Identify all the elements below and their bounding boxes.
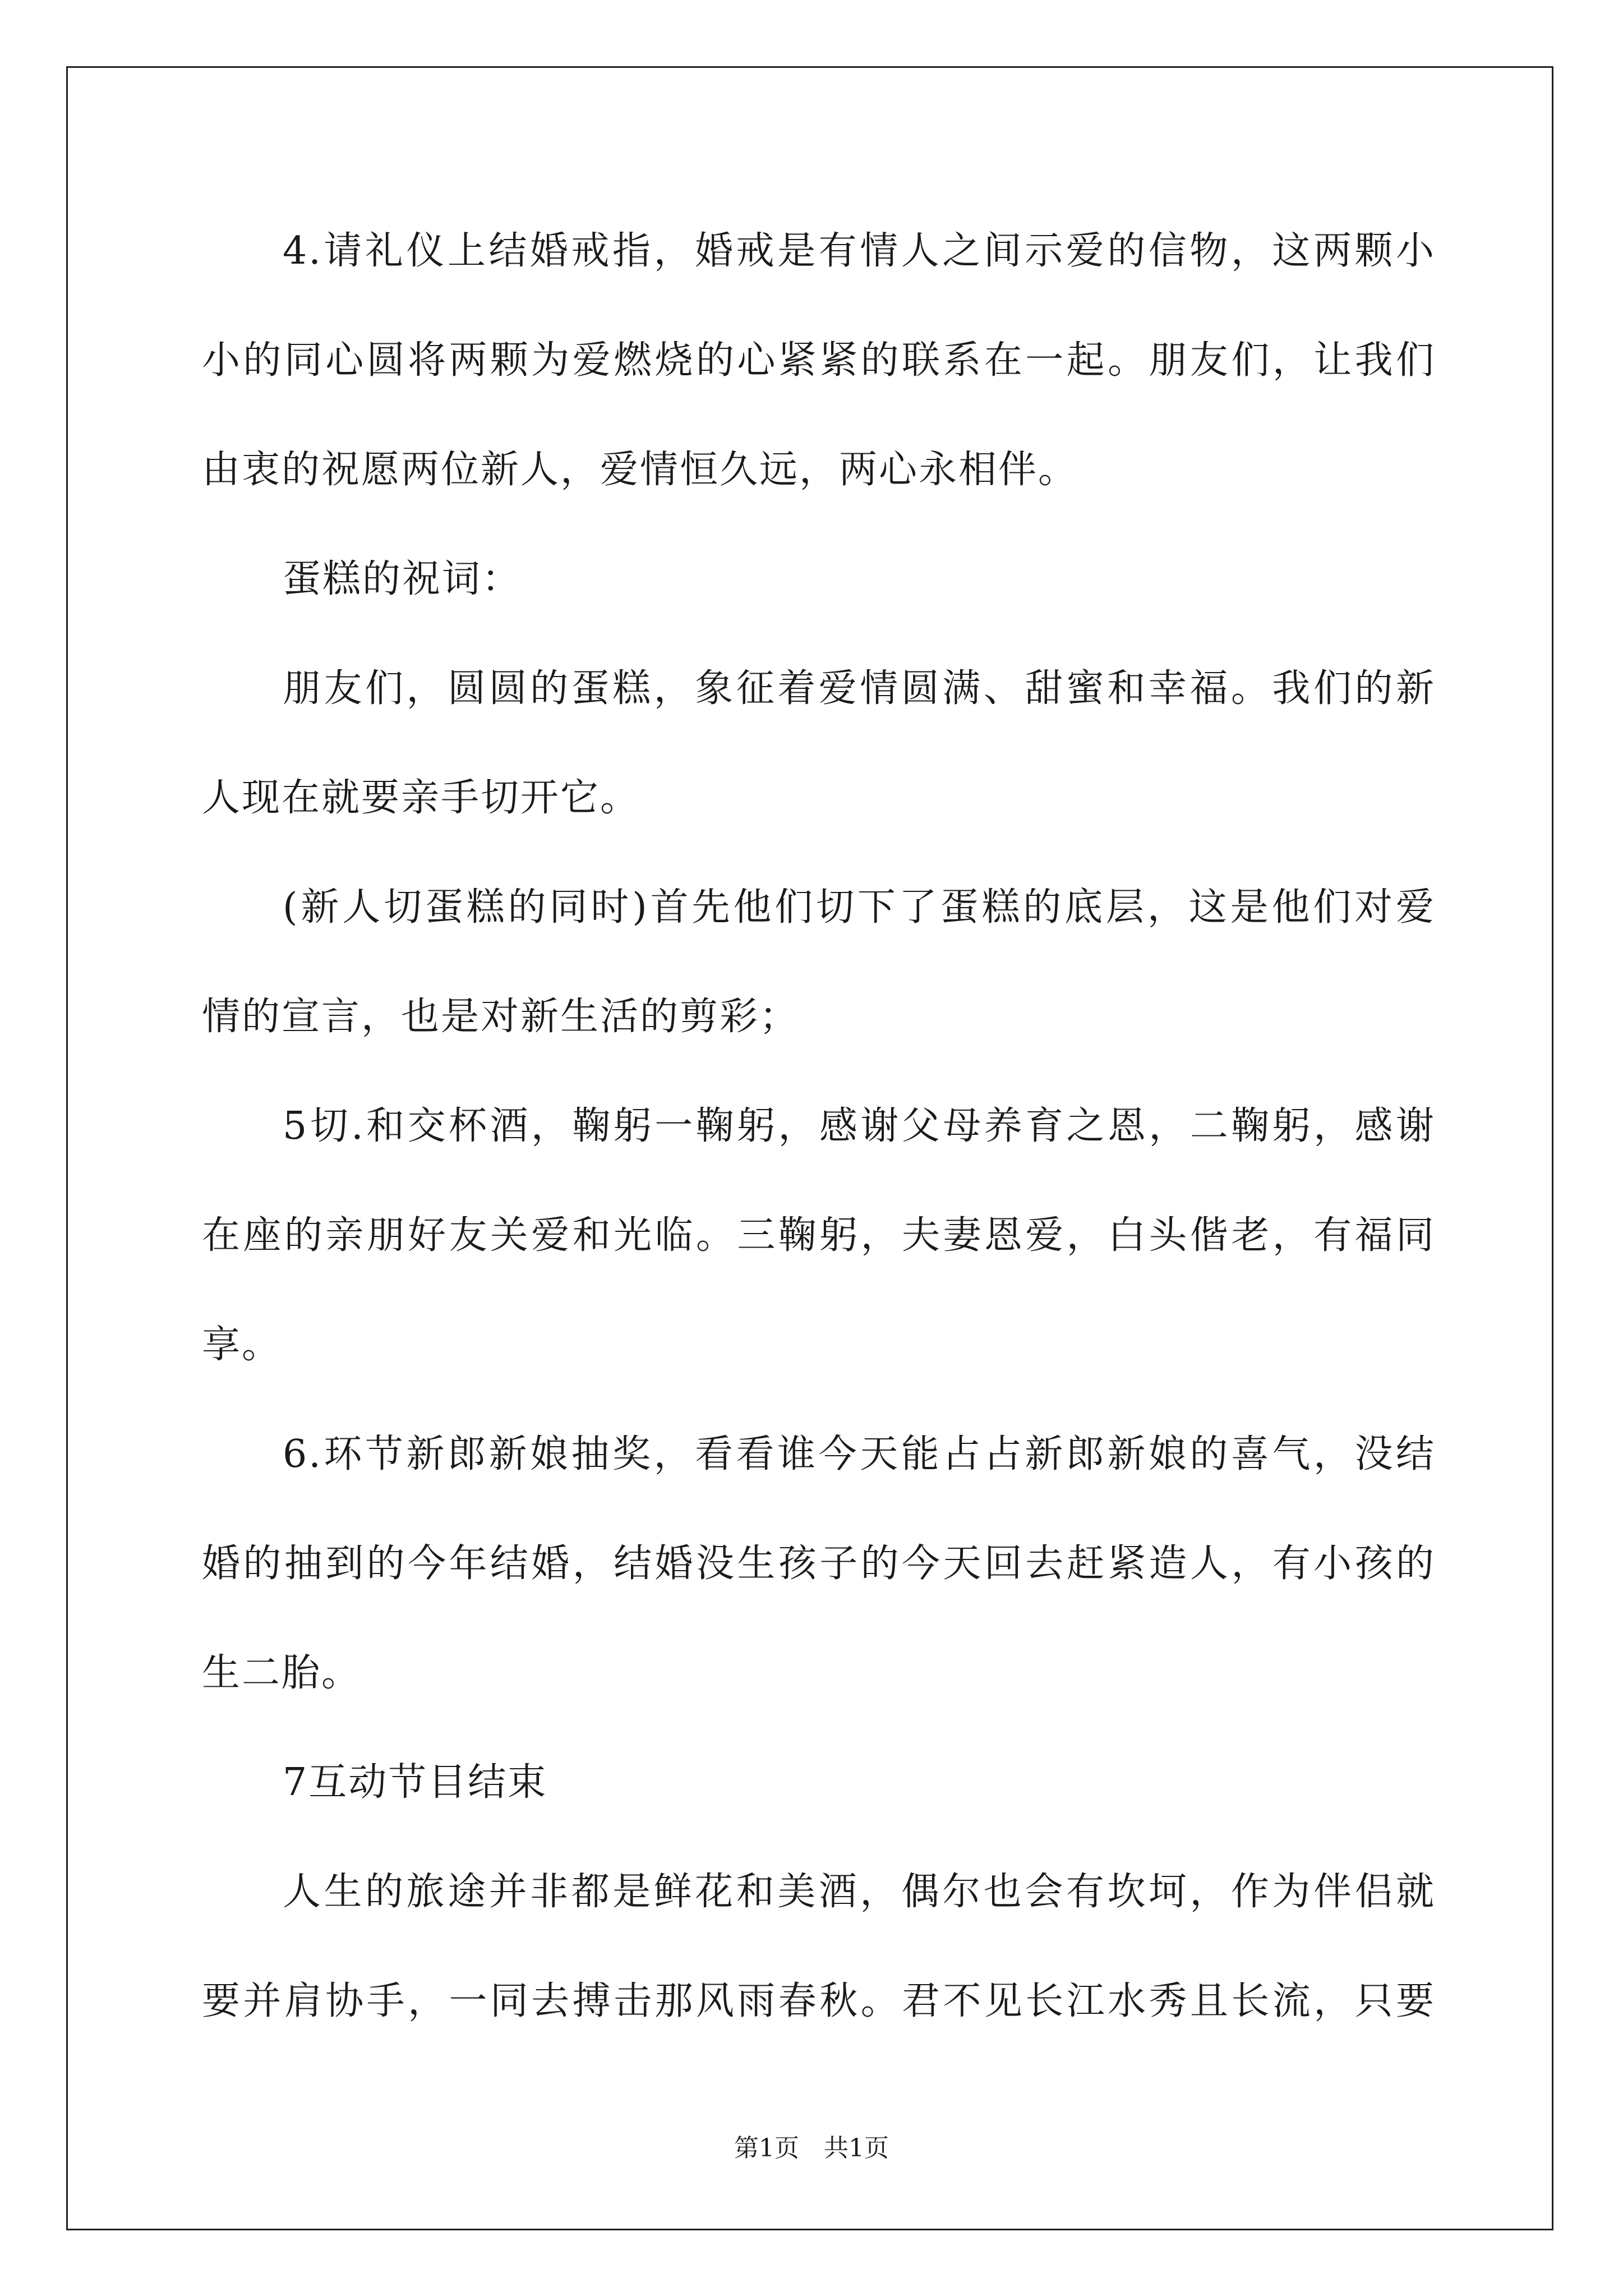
paragraph-line: 情的宣言，也是对新生活的剪彩；	[202, 995, 800, 1039]
page-footer	[0, 2132, 1623, 2165]
paragraph-line: 由衷的祝愿两位新人，爱情恒久远，两心永相伴。	[202, 448, 1078, 492]
paragraph-line: 人生的旅途并非都是鲜花和美酒，偶尔也会有坎坷，作为伴侣就	[283, 1870, 1436, 1914]
paragraph-line: 6.环节新郎新娘抽奖，看看谁今天能占占新郎新娘的喜气，没结	[283, 1432, 1436, 1476]
section-heading: 7互动节目结束	[283, 1760, 548, 1805]
paragraph-line: 生二胎。	[202, 1651, 362, 1695]
paragraph-line: 朋友们，圆圆的蛋糕，象征着爱情圆满、甜蜜和幸福。我们的新	[283, 666, 1436, 711]
paragraph-line: 小的同心圆将两颗为爱燃烧的心紧紧的联系在一起。朋友们，让我们	[202, 338, 1436, 383]
paragraph-line: 在座的亲朋好友关爱和光临。三鞠躬，夫妻恩爱，白头偕老，有福同	[202, 1213, 1436, 1258]
paragraph-line: (新人切蛋糕的同时)首先他们切下了蛋糕的底层，这是他们对爱	[283, 885, 1436, 930]
paragraph-line: 5切.和交杯酒，鞠躬一鞠躬，感谢父母养育之恩，二鞠躬，感谢	[283, 1104, 1436, 1148]
paragraph-line: 享。	[202, 1323, 282, 1367]
page-number: 第1页 共1页	[734, 2134, 889, 2162]
paragraph-line: 婚的抽到的今年结婚，结婚没生孩子的今天回去赶紧造人，有小孩的	[202, 1542, 1436, 1586]
paragraph-line: 要并肩协手，一同去搏击那风雨春秋。君不见长江水秀且长流，只要	[202, 1979, 1436, 2023]
document-body	[202, 196, 1436, 2056]
paragraph-line: 4.请礼仪上结婚戒指，婚戒是有情人之间示爱的信物，这两颗小	[283, 229, 1436, 273]
paragraph-line: 人现在就要亲手切开它。	[202, 776, 640, 820]
section-heading: 蛋糕的祝词：	[283, 557, 522, 601]
